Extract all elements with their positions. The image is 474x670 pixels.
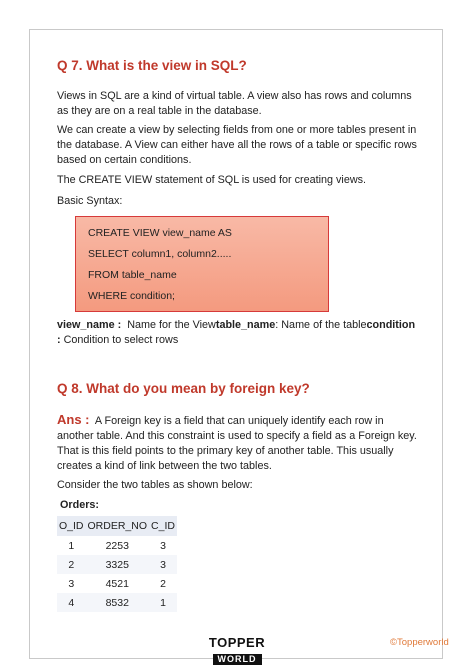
topperworld-logo bbox=[196, 636, 278, 667]
q8-consider: Consider the two tables as shown below: bbox=[57, 479, 253, 491]
orders-table-wrap bbox=[57, 516, 177, 612]
definitions bbox=[57, 318, 417, 348]
table-row bbox=[57, 555, 177, 574]
table-cell: 3 bbox=[160, 539, 166, 552]
orders-table-title: Orders: bbox=[60, 499, 100, 511]
def-view-name-label: view_name : bbox=[57, 319, 122, 331]
table-cell: 8532 bbox=[86, 593, 150, 612]
table-cell: 4521 bbox=[105, 577, 129, 590]
table-row bbox=[57, 536, 177, 555]
table-cell: 2253 bbox=[105, 539, 129, 552]
code-line: WHERE condition; bbox=[88, 290, 175, 302]
table-cell: 3 bbox=[68, 577, 75, 590]
logo-bottom-text: WORLD bbox=[213, 654, 262, 665]
ans-label: Ans : bbox=[57, 412, 90, 427]
q7-paragraph-3: The CREATE VIEW statement of SQL is used for creating views. bbox=[57, 174, 367, 186]
def-condition-text: Condition to select rows bbox=[63, 334, 179, 346]
code-block bbox=[75, 216, 329, 312]
table-cell: 3 bbox=[149, 555, 177, 574]
q7-paragraph-1: Views in SQL are a kind of virtual table. A view also has rows and columns as they are on a real table in the database. bbox=[57, 90, 412, 117]
def-condition-label: condition : bbox=[57, 319, 416, 346]
syntax-label: Basic Syntax: bbox=[57, 195, 123, 207]
def-table-name-text: : Name of the table bbox=[275, 319, 367, 331]
def-table-name-label: table_name bbox=[215, 319, 276, 331]
col-header: O_ID bbox=[57, 516, 86, 536]
q8-heading: Q 8. What do you mean by foreign key? bbox=[57, 381, 310, 396]
table-row bbox=[57, 593, 177, 612]
table-cell: 2 bbox=[160, 577, 166, 590]
def-view-name-text: Name for the View bbox=[127, 319, 216, 331]
table-header-row bbox=[57, 516, 177, 536]
copyright-text: ©Topperworld bbox=[390, 637, 449, 648]
table-row bbox=[57, 574, 177, 593]
table-cell: 1 bbox=[149, 593, 177, 612]
col-header: ORDER_NO bbox=[86, 516, 150, 536]
code-line: SELECT column1, column2..... bbox=[88, 248, 232, 260]
q7-heading: Q 7. What is the view in SQL? bbox=[57, 58, 247, 73]
q7-paragraph-2: We can create a view by selecting fields from one or more tables present in the database. A View can either have all the rows of a table or specific rows based on certain conditions. bbox=[57, 124, 417, 166]
table-cell: 2 bbox=[57, 555, 86, 574]
table-cell: 3325 bbox=[86, 555, 150, 574]
table-cell: 1 bbox=[68, 539, 75, 552]
q8-answer-text: A Foreign key is a field that can uniquely identify each row in another table. And this constraint is used to specify a field as a Foreign key. That is this field points to the primary key of another table. This usually creates a kind of link between the two tables. bbox=[57, 415, 417, 472]
col-header: C_ID bbox=[149, 516, 177, 536]
code-line: CREATE VIEW view_name AS bbox=[88, 227, 232, 239]
q8-answer bbox=[57, 412, 417, 474]
orders-table bbox=[57, 516, 177, 612]
code-line: FROM table_name bbox=[88, 269, 177, 281]
table-cell: 4 bbox=[57, 593, 86, 612]
logo-top-text: TOPPER bbox=[208, 635, 266, 650]
